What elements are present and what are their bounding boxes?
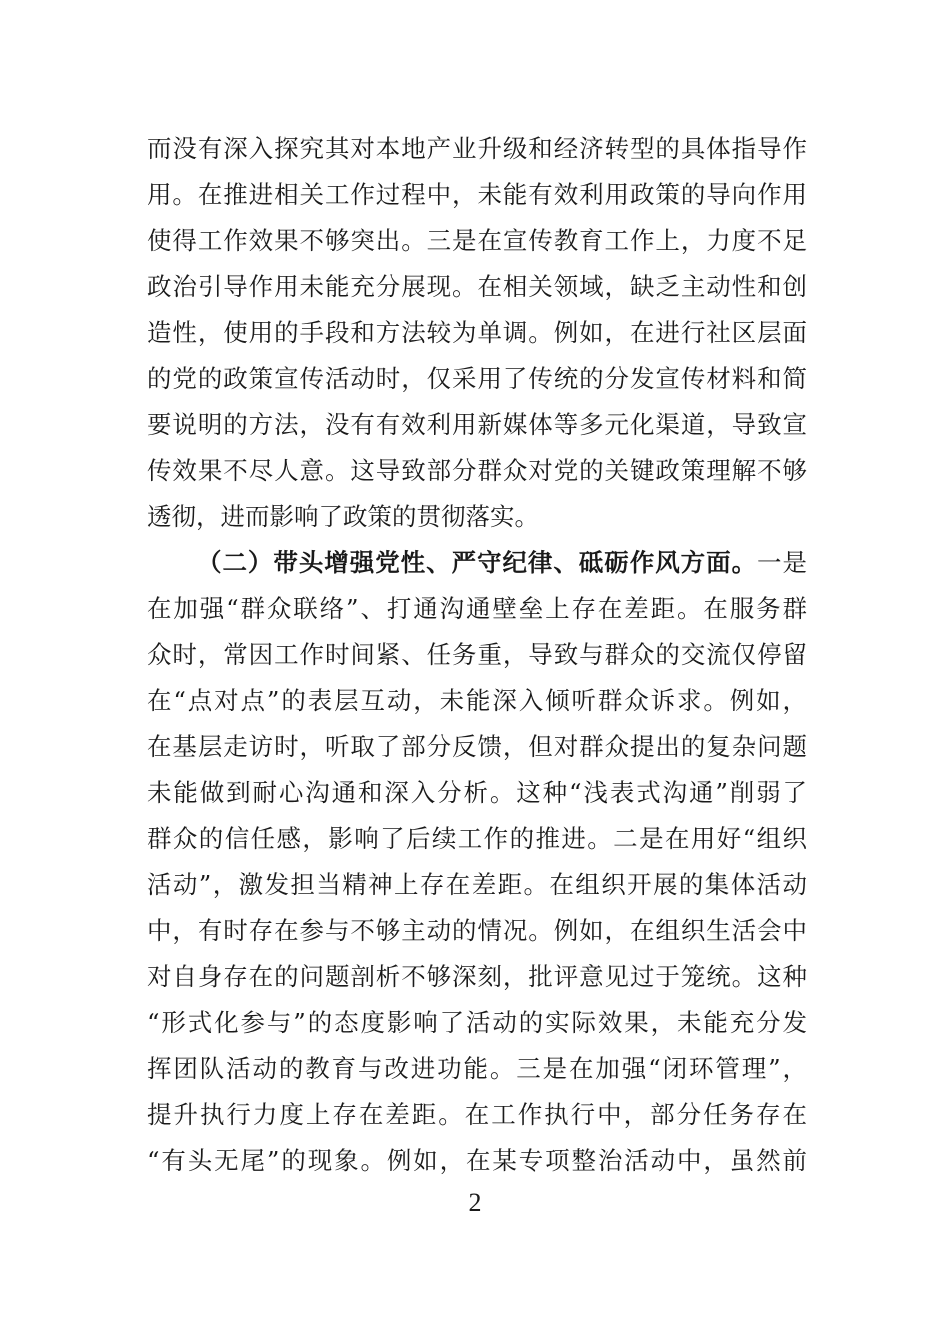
text-line: 对自身存在的问题剖析不够深刻，批评意见过于笼统。这种 xyxy=(147,962,807,991)
heading-line-rest: 一是 xyxy=(757,548,808,577)
text-line: 透彻，进而影响了政策的贯彻落实。 xyxy=(147,502,539,531)
text-line: 在基层走访时，听取了部分反馈，但对群众提出的复杂问题 xyxy=(147,732,807,761)
paragraph-2 xyxy=(147,540,807,1184)
page-number: 2 xyxy=(468,1188,482,1217)
text-line: 造性，使用的手段和方法较为单调。例如，在进行社区层面 xyxy=(147,318,807,347)
text-line: 在加强“群众联络”、打通沟通壁垒上存在差距。在服务群 xyxy=(147,594,807,623)
text-line: “形式化参与”的态度影响了活动的实际效果，未能充分发 xyxy=(147,1008,807,1037)
text-line: 在“点对点”的表层互动，未能深入倾听群众诉求。例如， xyxy=(147,686,807,715)
text-line: 的党的政策宣传活动时，仅采用了传统的分发宣传材料和简 xyxy=(147,364,807,393)
text-line: 政治引导作用未能充分展现。在相关领域，缺乏主动性和创 xyxy=(147,272,807,301)
text-line: 而没有深入探究其对本地产业升级和经济转型的具体指导作 xyxy=(147,134,807,163)
text-line: 挥团队活动的教育与改进功能。三是在加强“闭环管理”， xyxy=(147,1054,807,1083)
text-line: 用。在推进相关工作过程中，未能有效利用政策的导向作用 xyxy=(147,180,807,209)
section-heading-line xyxy=(147,540,807,586)
text-line: 群众的信任感，影响了后续工作的推进。二是在用好“组织 xyxy=(147,824,807,853)
text-line: “有头无尾”的现象。例如，在某专项整治活动中，虽然前 xyxy=(147,1146,807,1175)
text-line: 传效果不尽人意。这导致部分群众对党的关键政策理解不够 xyxy=(147,456,807,485)
text-line: 中，有时存在参与不够主动的情况。例如，在组织生活会中 xyxy=(147,916,807,945)
section-heading: （二）带头增强党性、严守纪律、砥砺作风方面。 xyxy=(197,548,758,577)
text-line: 活动”，激发担当精神上存在差距。在组织开展的集体活动 xyxy=(147,870,807,899)
paragraph-1 xyxy=(147,126,807,540)
body-text xyxy=(147,126,807,1184)
text-line: 众时，常因工作时间紧、任务重，导致与群众的交流仅停留 xyxy=(147,640,807,669)
text-line: 要说明的方法，没有有效利用新媒体等多元化渠道，导致宣 xyxy=(147,410,807,439)
text-line: 未能做到耐心沟通和深入分析。这种“浅表式沟通”削弱了 xyxy=(147,778,807,807)
text-line: 使得工作效果不够突出。三是在宣传教育工作上，力度不足 xyxy=(147,226,807,255)
text-line: 提升执行力度上存在差距。在工作执行中，部分任务存在 xyxy=(147,1100,807,1129)
